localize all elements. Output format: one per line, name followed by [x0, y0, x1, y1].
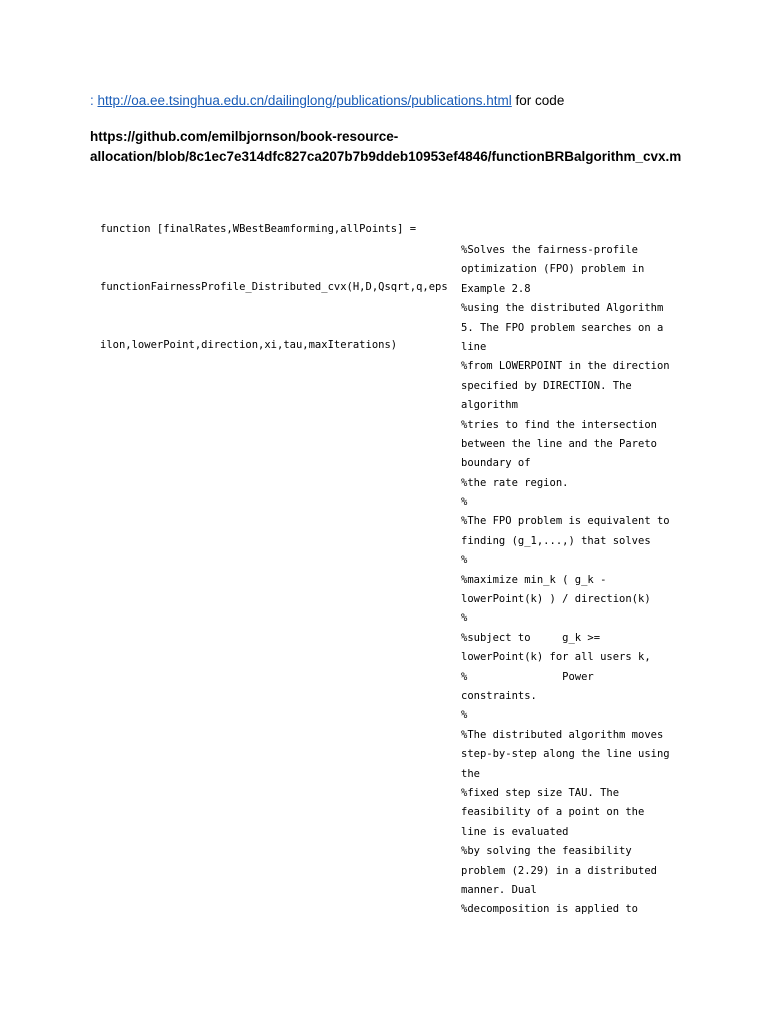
comment-line: %by solving the feasibility [461, 845, 632, 858]
comment-line: the [461, 767, 480, 780]
comment-line: %from LOWERPOINT in the direction [461, 360, 670, 373]
comment-line: problem (2.29) in a distributed [461, 864, 657, 877]
comment-block [461, 241, 670, 920]
comment-line: %tries to find the intersection [461, 418, 657, 431]
github-url [90, 127, 682, 167]
code-source-line [90, 93, 564, 108]
comment-line: % [461, 496, 468, 509]
comment-line: % Power [461, 670, 594, 683]
comment-line: between the line and the Pareto [461, 437, 657, 450]
comment-line: % [461, 709, 468, 722]
comment-line: finding (g_1,...,) that solves [461, 534, 651, 547]
comment-line: line is evaluated [461, 825, 569, 838]
comment-line: 5. The FPO problem searches on a [461, 321, 664, 334]
comment-line: specified by DIRECTION. The [461, 379, 632, 392]
comment-line: constraints. [461, 689, 537, 702]
comment-line: %The distributed algorithm moves [461, 728, 664, 741]
comment-line: % [461, 612, 468, 625]
link-prefix: : [90, 93, 98, 108]
github-url-line-1: https://github.com/emilbjornson/book-resource- [90, 129, 399, 144]
comment-line: %subject to g_k >= [461, 631, 601, 644]
comment-line: %decomposition is applied to [461, 903, 639, 916]
github-url-line-2: allocation/blob/8c1ec7e314dfc827ca207b7b9ddeb10953ef4846/functionBRBalgorithm_cvx.m [90, 149, 682, 164]
comment-line: %Solves the fairness-profile [461, 244, 639, 256]
comment-line: algorithm [461, 399, 518, 412]
comment-line: %using the distributed Algorithm [461, 302, 664, 315]
comment-line: %fixed step size TAU. The [461, 786, 620, 799]
link-suffix: for code [511, 93, 565, 108]
code-line: ilon,lowerPoint,direction,xi,tau,maxIterations) [100, 339, 398, 352]
comment-line: lowerPoint(k) for all users k, [461, 651, 651, 664]
code-line: function [finalRates,WBestBeamforming,allPoints] = [100, 222, 417, 235]
comment-line: % [461, 554, 468, 567]
comment-line: manner. Dual [461, 883, 537, 896]
function-signature [100, 181, 448, 375]
comment-line: optimization (FPO) problem in [461, 263, 645, 276]
comment-line: %The FPO problem is equivalent to [461, 515, 670, 528]
comment-line: Example 2.8 [461, 282, 531, 295]
comment-line: step-by-step along the line using [461, 748, 670, 761]
comment-line: feasibility of a point on the [461, 806, 645, 819]
code-line: functionFairnessProfile_Distributed_cvx(H,D,Qsqrt,q,eps [100, 281, 448, 294]
tsinghua-publications-link[interactable]: http://oa.ee.tsinghua.edu.cn/dailinglong/publications/publications.html [97, 93, 512, 108]
comment-line: line [461, 340, 487, 353]
comment-line: boundary of [461, 457, 531, 470]
comment-line: lowerPoint(k) ) / direction(k) [461, 593, 651, 606]
comment-line: %maximize min_k ( g_k - [461, 573, 607, 586]
comment-line: %the rate region. [461, 476, 569, 489]
